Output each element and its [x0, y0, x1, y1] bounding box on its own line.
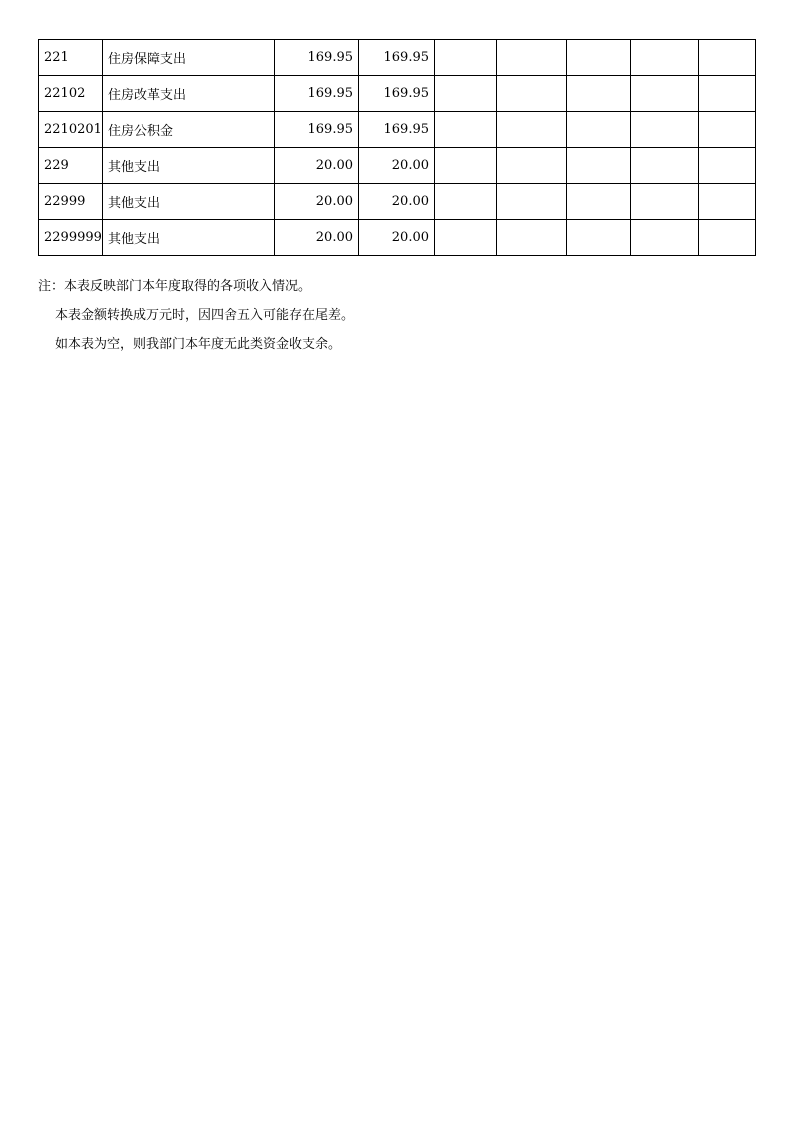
cell-empty [497, 112, 567, 148]
cell-empty [631, 112, 699, 148]
cell-name: 住房保障支出 [103, 40, 275, 76]
cell-amount: 169.95 [359, 112, 435, 148]
cell-name: 住房改革支出 [103, 76, 275, 112]
table-row [39, 76, 756, 112]
cell-amount: 20.00 [359, 148, 435, 184]
cell-total: 20.00 [275, 220, 359, 256]
table-body [39, 40, 756, 256]
cell-empty [631, 184, 699, 220]
cell-code: 2299999 [39, 220, 103, 256]
cell-empty [497, 148, 567, 184]
cell-empty [699, 148, 756, 184]
cell-empty [631, 148, 699, 184]
cell-empty [699, 112, 756, 148]
cell-empty [567, 148, 631, 184]
budget-table [38, 39, 756, 256]
cell-empty [699, 40, 756, 76]
cell-empty [567, 220, 631, 256]
cell-empty [631, 76, 699, 112]
cell-code: 221 [39, 40, 103, 76]
cell-empty [567, 184, 631, 220]
cell-empty [699, 184, 756, 220]
note-line-2: 本表金额转换成万元时，因四舍五入可能存在尾差。 [55, 308, 355, 323]
cell-code: 2210201 [39, 112, 103, 148]
cell-name: 其他支出 [103, 220, 275, 256]
cell-total: 169.95 [275, 40, 359, 76]
table-row [39, 220, 756, 256]
cell-amount: 20.00 [359, 220, 435, 256]
note-line-3: 如本表为空，则我部门本年度无此类资金收支余。 [55, 337, 342, 352]
cell-total: 20.00 [275, 184, 359, 220]
cell-code: 22102 [39, 76, 103, 112]
cell-empty [497, 220, 567, 256]
cell-empty [631, 220, 699, 256]
cell-empty [567, 76, 631, 112]
cell-empty [435, 220, 497, 256]
cell-code: 22999 [39, 184, 103, 220]
cell-name: 住房公积金 [103, 112, 275, 148]
note-line-1: 注：本表反映部门本年度取得的各项收入情况。 [38, 279, 312, 294]
cell-name: 其他支出 [103, 148, 275, 184]
table-row [39, 148, 756, 184]
cell-empty [567, 112, 631, 148]
cell-name: 其他支出 [103, 184, 275, 220]
cell-empty [435, 112, 497, 148]
cell-empty [435, 40, 497, 76]
cell-empty [435, 148, 497, 184]
cell-amount: 169.95 [359, 76, 435, 112]
cell-empty [567, 40, 631, 76]
table-row [39, 40, 756, 76]
cell-empty [497, 184, 567, 220]
cell-empty [497, 40, 567, 76]
cell-total: 20.00 [275, 148, 359, 184]
cell-total: 169.95 [275, 112, 359, 148]
cell-empty [497, 76, 567, 112]
cell-empty [631, 40, 699, 76]
cell-empty [699, 220, 756, 256]
table-row [39, 184, 756, 220]
cell-empty [435, 184, 497, 220]
table-row [39, 112, 756, 148]
cell-code: 229 [39, 148, 103, 184]
cell-total: 169.95 [275, 76, 359, 112]
cell-empty [435, 76, 497, 112]
cell-amount: 169.95 [359, 40, 435, 76]
table-notes [38, 272, 354, 359]
cell-amount: 20.00 [359, 184, 435, 220]
cell-empty [699, 76, 756, 112]
